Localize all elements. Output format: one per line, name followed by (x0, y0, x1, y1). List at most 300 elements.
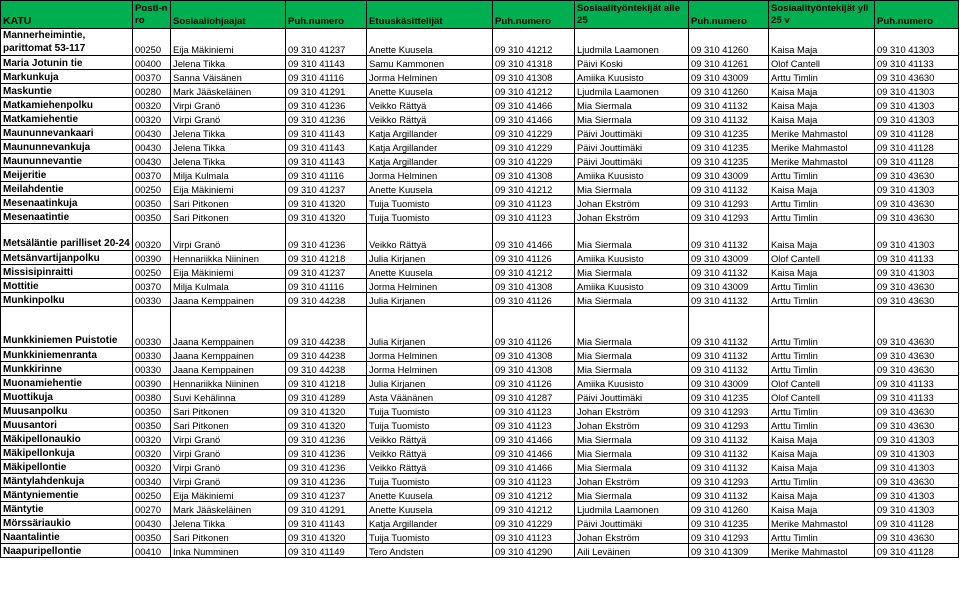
social-worker: Jaana Kemppainen (171, 293, 286, 307)
caseworker-over-25: Merike Mahmastol (769, 516, 875, 530)
benefit-handler: Tuija Tuomisto (367, 404, 493, 418)
social-worker-phone: 09 310 41143 (286, 126, 367, 140)
social-worker: Eija Mäkiniemi (171, 29, 286, 56)
caseworker-over-25: Kaisa Maja (769, 488, 875, 502)
caseworker-over-25-phone: 09 310 43630 (875, 279, 959, 293)
caseworker-over-25-phone: 09 310 43630 (875, 362, 959, 376)
caseworker-over-25: Arttu Timlin (769, 168, 875, 182)
social-worker-phone: 09 310 41237 (286, 488, 367, 502)
caseworker-under-25: Päivi Jouttimäki (575, 126, 689, 140)
benefit-handler: Jorma Helminen (367, 348, 493, 362)
header-row (1, 1, 959, 29)
caseworker-under-25: Ljudmila Laamonen (575, 84, 689, 98)
benefit-handler-phone: 09 310 41466 (493, 98, 575, 112)
caseworker-over-25-phone: 09 310 43630 (875, 348, 959, 362)
street-name: Maununnevankaari (1, 126, 133, 140)
postal-code: 00350 (133, 404, 171, 418)
caseworker-under-25-phone: 09 310 43009 (689, 168, 769, 182)
header-etuuskasittelijat: Etuuskäsittelijät (367, 1, 493, 29)
social-worker-phone: 09 310 41320 (286, 196, 367, 210)
street-name: Mesenaatinkuja (1, 196, 133, 210)
postal-code: 00370 (133, 168, 171, 182)
caseworker-over-25: Arttu Timlin (769, 210, 875, 224)
street-name: Muottikuja (1, 390, 133, 404)
header-sosiaaliohjaajat: Sosiaaliohjaajat (171, 1, 286, 29)
caseworker-over-25-phone: 09 310 41128 (875, 126, 959, 140)
caseworker-over-25: Kaisa Maja (769, 460, 875, 474)
table-row (1, 182, 959, 196)
benefit-handler: Tuija Tuomisto (367, 418, 493, 432)
benefit-handler: Katja Argillander (367, 516, 493, 530)
benefit-handler-phone: 09 310 41466 (493, 112, 575, 126)
caseworker-under-25-phone: 09 310 41132 (689, 460, 769, 474)
header-phone-1: Puh.numero (286, 1, 367, 29)
postal-code: 00430 (133, 154, 171, 168)
caseworker-over-25: Merike Mahmastol (769, 544, 875, 558)
caseworker-over-25-phone: 09 310 43630 (875, 168, 959, 182)
header-sosiaalityontekijat-alle-25: Sosiaalityöntekijät alle 25 (575, 1, 689, 29)
caseworker-under-25: Mia Siermala (575, 446, 689, 460)
social-worker: Suvi Kehälinna (171, 390, 286, 404)
social-worker-phone: 09 310 41237 (286, 29, 367, 56)
social-worker: Virpi Granö (171, 112, 286, 126)
benefit-handler-phone: 09 310 41466 (493, 432, 575, 446)
caseworker-over-25-phone: 09 310 41303 (875, 29, 959, 56)
benefit-handler-phone: 09 310 41123 (493, 210, 575, 224)
social-worker: Eija Mäkiniemi (171, 182, 286, 196)
social-worker-phone: 09 310 41143 (286, 140, 367, 154)
caseworker-under-25-phone: 09 310 41132 (689, 446, 769, 460)
header-phone-3: Puh.numero (689, 1, 769, 29)
header-postinro: Posti-nro (133, 1, 171, 29)
table-row (1, 56, 959, 70)
benefit-handler-phone: 09 310 41123 (493, 530, 575, 544)
postal-code: 00330 (133, 293, 171, 307)
social-worker: Milja Kulmala (171, 279, 286, 293)
table-row (1, 224, 959, 251)
table-row (1, 307, 959, 348)
street-name: Mäntylahdenkuja (1, 474, 133, 488)
street-name: Naantalintie (1, 530, 133, 544)
caseworker-under-25: Päivi Koski (575, 56, 689, 70)
caseworker-under-25-phone: 09 310 41260 (689, 84, 769, 98)
benefit-handler: Tuija Tuomisto (367, 474, 493, 488)
benefit-handler: Julia Kirjanen (367, 251, 493, 265)
social-worker-phone: 09 310 41116 (286, 70, 367, 84)
benefit-handler: Jorma Helminen (367, 279, 493, 293)
benefit-handler: Katja Argillander (367, 140, 493, 154)
social-worker: Inka Numminen (171, 544, 286, 558)
caseworker-under-25-phone: 09 310 41235 (689, 126, 769, 140)
caseworker-under-25: Mia Siermala (575, 460, 689, 474)
benefit-handler-phone: 09 310 41229 (493, 154, 575, 168)
caseworker-over-25-phone: 09 310 41133 (875, 390, 959, 404)
caseworker-over-25: Arttu Timlin (769, 70, 875, 84)
caseworker-over-25-phone: 09 310 43630 (875, 530, 959, 544)
caseworker-under-25-phone: 09 310 41235 (689, 140, 769, 154)
caseworker-under-25: Johan Ekström (575, 474, 689, 488)
social-worker-phone: 09 310 41218 (286, 376, 367, 390)
social-worker: Sari Pitkonen (171, 404, 286, 418)
social-worker-phone: 09 310 41291 (286, 502, 367, 516)
postal-code: 00320 (133, 224, 171, 251)
street-name: Mottitie (1, 279, 133, 293)
social-worker: Jaana Kemppainen (171, 348, 286, 362)
street-name: Munkkirinne (1, 362, 133, 376)
social-worker-phone: 09 310 41237 (286, 182, 367, 196)
street-name: Muusanpolku (1, 404, 133, 418)
benefit-handler-phone: 09 310 41123 (493, 196, 575, 210)
social-worker: Jelena Tikka (171, 140, 286, 154)
caseworker-over-25: Kaisa Maja (769, 432, 875, 446)
benefit-handler: Anette Kuusela (367, 488, 493, 502)
table-row (1, 418, 959, 432)
caseworker-over-25-phone: 09 310 41303 (875, 265, 959, 279)
benefit-handler-phone: 09 310 41126 (493, 376, 575, 390)
benefit-handler: Veikko Rättyä (367, 224, 493, 251)
table-row (1, 70, 959, 84)
caseworker-under-25-phone: 09 310 41260 (689, 502, 769, 516)
caseworker-under-25-phone: 09 310 41132 (689, 348, 769, 362)
caseworker-over-25-phone: 09 310 41303 (875, 224, 959, 251)
benefit-handler: Jorma Helminen (367, 168, 493, 182)
postal-code: 00390 (133, 376, 171, 390)
benefit-handler-phone: 09 310 41123 (493, 474, 575, 488)
benefit-handler-phone: 09 310 41212 (493, 182, 575, 196)
benefit-handler: Tero Andsten (367, 544, 493, 558)
caseworker-under-25: Johan Ekström (575, 404, 689, 418)
table-row (1, 29, 959, 56)
caseworker-under-25: Amiika Kuusisto (575, 168, 689, 182)
table-row (1, 210, 959, 224)
caseworker-under-25: Mia Siermala (575, 224, 689, 251)
benefit-handler: Anette Kuusela (367, 182, 493, 196)
table-body (1, 29, 959, 558)
street-name: Muusantori (1, 418, 133, 432)
table-row (1, 348, 959, 362)
caseworker-over-25-phone: 09 310 41303 (875, 112, 959, 126)
caseworker-under-25-phone: 09 310 41132 (689, 362, 769, 376)
benefit-handler: Tuija Tuomisto (367, 210, 493, 224)
caseworker-under-25-phone: 09 310 41132 (689, 98, 769, 112)
social-worker-phone: 09 310 41237 (286, 265, 367, 279)
social-worker-phone: 09 310 41236 (286, 432, 367, 446)
social-worker-phone: 09 310 44238 (286, 348, 367, 362)
caseworker-under-25-phone: 09 310 41260 (689, 29, 769, 56)
social-worker: Sari Pitkonen (171, 210, 286, 224)
caseworker-under-25: Mia Siermala (575, 265, 689, 279)
social-worker-phone: 09 310 41320 (286, 404, 367, 418)
social-worker: Sari Pitkonen (171, 196, 286, 210)
caseworker-over-25-phone: 09 310 41303 (875, 488, 959, 502)
caseworker-over-25: Arttu Timlin (769, 293, 875, 307)
benefit-handler: Jorma Helminen (367, 70, 493, 84)
caseworker-over-25-phone: 09 310 41303 (875, 446, 959, 460)
social-worker: Jelena Tikka (171, 56, 286, 70)
caseworker-over-25-phone: 09 310 41303 (875, 460, 959, 474)
postal-code: 00350 (133, 418, 171, 432)
benefit-handler-phone: 09 310 41126 (493, 251, 575, 265)
table-row (1, 140, 959, 154)
caseworker-under-25-phone: 09 310 41132 (689, 112, 769, 126)
caseworker-over-25: Arttu Timlin (769, 418, 875, 432)
caseworker-under-25-phone: 09 310 41261 (689, 56, 769, 70)
caseworker-under-25-phone: 09 310 41293 (689, 404, 769, 418)
street-name: Metsänvartijanpolku (1, 251, 133, 265)
social-worker: Hennariikka Niininen (171, 376, 286, 390)
caseworker-under-25-phone: 09 310 41235 (689, 154, 769, 168)
street-name: Munkinpolku (1, 293, 133, 307)
caseworker-under-25-phone: 09 310 41132 (689, 293, 769, 307)
caseworker-over-25: Kaisa Maja (769, 29, 875, 56)
benefit-handler: Veikko Rättyä (367, 460, 493, 474)
social-worker: Virpi Granö (171, 474, 286, 488)
table-row (1, 84, 959, 98)
benefit-handler-phone: 09 310 41308 (493, 362, 575, 376)
table-row (1, 446, 959, 460)
street-name: Muonamiehentie (1, 376, 133, 390)
social-worker-phone: 09 310 41236 (286, 446, 367, 460)
benefit-handler: Tuija Tuomisto (367, 530, 493, 544)
postal-code: 00330 (133, 348, 171, 362)
benefit-handler-phone: 09 310 41212 (493, 29, 575, 56)
table-row (1, 126, 959, 140)
social-worker: Virpi Granö (171, 98, 286, 112)
social-worker: Sari Pitkonen (171, 530, 286, 544)
caseworker-under-25: Mia Siermala (575, 488, 689, 502)
street-name: Matkamiehentie (1, 112, 133, 126)
postal-code: 00270 (133, 502, 171, 516)
benefit-handler: Jorma Helminen (367, 362, 493, 376)
postal-code: 00410 (133, 544, 171, 558)
table-row (1, 474, 959, 488)
caseworker-under-25: Mia Siermala (575, 98, 689, 112)
social-worker-phone: 09 310 41218 (286, 251, 367, 265)
caseworker-under-25: Ljudmila Laamonen (575, 29, 689, 56)
street-name: Maununnevankuja (1, 140, 133, 154)
postal-code: 00430 (133, 516, 171, 530)
table-row (1, 154, 959, 168)
benefit-handler-phone: 09 310 41126 (493, 307, 575, 348)
caseworker-over-25: Arttu Timlin (769, 530, 875, 544)
social-worker-phone: 09 310 41149 (286, 544, 367, 558)
caseworker-under-25: Päivi Jouttimäki (575, 390, 689, 404)
postal-code: 00280 (133, 84, 171, 98)
table-row (1, 530, 959, 544)
table-row (1, 279, 959, 293)
header-sosiaalityontekijat-yli-25: Sosiaalityöntekijät yli 25 v (769, 1, 875, 29)
benefit-handler: Samu Kammonen (367, 56, 493, 70)
benefit-handler-phone: 09 310 41308 (493, 348, 575, 362)
caseworker-under-25: Päivi Jouttimäki (575, 516, 689, 530)
benefit-handler-phone: 09 310 41287 (493, 390, 575, 404)
benefit-handler: Anette Kuusela (367, 502, 493, 516)
caseworker-over-25: Kaisa Maja (769, 265, 875, 279)
benefit-handler-phone: 09 310 41212 (493, 502, 575, 516)
street-name: Meilahdentie (1, 182, 133, 196)
benefit-handler-phone: 09 310 41466 (493, 224, 575, 251)
street-name: Mäkipellonaukio (1, 432, 133, 446)
header-katu: KATU (1, 1, 133, 29)
table-row (1, 488, 959, 502)
social-worker: Virpi Granö (171, 460, 286, 474)
postal-code: 00250 (133, 265, 171, 279)
postal-code: 00330 (133, 362, 171, 376)
table-row (1, 112, 959, 126)
social-worker-phone: 09 310 41289 (286, 390, 367, 404)
social-worker-phone: 09 310 41143 (286, 56, 367, 70)
postal-code: 00320 (133, 446, 171, 460)
social-worker-phone: 09 310 41320 (286, 530, 367, 544)
social-worker: Virpi Granö (171, 446, 286, 460)
social-worker-phone: 09 310 41143 (286, 516, 367, 530)
caseworker-over-25: Olof Cantell (769, 251, 875, 265)
social-worker-phone: 09 310 41116 (286, 168, 367, 182)
caseworker-over-25-phone: 09 310 41128 (875, 140, 959, 154)
caseworker-over-25: Merike Mahmastol (769, 126, 875, 140)
social-worker-phone: 09 310 44238 (286, 293, 367, 307)
caseworker-under-25: Päivi Jouttimäki (575, 140, 689, 154)
caseworker-under-25-phone: 09 310 41132 (689, 432, 769, 446)
caseworker-over-25: Arttu Timlin (769, 404, 875, 418)
caseworker-over-25-phone: 09 310 41128 (875, 544, 959, 558)
caseworker-under-25-phone: 09 310 41309 (689, 544, 769, 558)
social-worker: Eija Mäkiniemi (171, 488, 286, 502)
caseworker-under-25-phone: 09 310 41235 (689, 390, 769, 404)
header-phone-2: Puh.numero (493, 1, 575, 29)
caseworker-under-25-phone: 09 310 41132 (689, 265, 769, 279)
table-row (1, 196, 959, 210)
caseworker-over-25: Merike Mahmastol (769, 154, 875, 168)
benefit-handler: Anette Kuusela (367, 29, 493, 56)
caseworker-under-25: Johan Ekström (575, 530, 689, 544)
street-name: Naapuripellontie (1, 544, 133, 558)
caseworker-under-25: Johan Ekström (575, 210, 689, 224)
caseworker-over-25-phone: 09 310 43630 (875, 404, 959, 418)
social-worker-phone: 09 310 44238 (286, 362, 367, 376)
social-worker: Mark Jääskeläinen (171, 502, 286, 516)
caseworker-under-25-phone: 09 310 41132 (689, 224, 769, 251)
benefit-handler: Asta Väänänen (367, 390, 493, 404)
social-worker: Virpi Granö (171, 224, 286, 251)
postal-code: 00250 (133, 29, 171, 56)
caseworker-under-25-phone: 09 310 41293 (689, 474, 769, 488)
caseworker-under-25: Amiika Kuusisto (575, 376, 689, 390)
caseworker-under-25-phone: 09 310 41132 (689, 182, 769, 196)
postal-code: 00370 (133, 70, 171, 84)
caseworker-over-25: Kaisa Maja (769, 112, 875, 126)
caseworker-over-25: Kaisa Maja (769, 446, 875, 460)
postal-code: 00430 (133, 126, 171, 140)
benefit-handler: Anette Kuusela (367, 265, 493, 279)
benefit-handler: Julia Kirjanen (367, 293, 493, 307)
street-name: Maria Jotunin tie (1, 56, 133, 70)
social-worker-phone: 09 310 41236 (286, 460, 367, 474)
table-row (1, 376, 959, 390)
street-name: Maununnevantie (1, 154, 133, 168)
street-name: Mäkipellontie (1, 460, 133, 474)
street-name: Markunkuja (1, 70, 133, 84)
caseworker-under-25: Mia Siermala (575, 348, 689, 362)
caseworker-over-25-phone: 09 310 43630 (875, 70, 959, 84)
benefit-handler-phone: 09 310 41290 (493, 544, 575, 558)
postal-code: 00340 (133, 474, 171, 488)
caseworker-over-25: Arttu Timlin (769, 307, 875, 348)
caseworker-under-25: Aili Leväinen (575, 544, 689, 558)
caseworker-under-25: Amiika Kuusisto (575, 251, 689, 265)
caseworker-over-25-phone: 09 310 41133 (875, 56, 959, 70)
caseworker-over-25: Arttu Timlin (769, 348, 875, 362)
caseworker-under-25-phone: 09 310 41293 (689, 530, 769, 544)
benefit-handler-phone: 09 310 41308 (493, 279, 575, 293)
social-worker: Jelena Tikka (171, 154, 286, 168)
social-worker-phone: 09 310 41236 (286, 112, 367, 126)
caseworker-over-25: Arttu Timlin (769, 196, 875, 210)
benefit-handler-phone: 09 310 41318 (493, 56, 575, 70)
social-worker-phone: 09 310 41116 (286, 279, 367, 293)
caseworker-over-25-phone: 09 310 41303 (875, 98, 959, 112)
caseworker-over-25-phone: 09 310 43630 (875, 474, 959, 488)
benefit-handler-phone: 09 310 41466 (493, 446, 575, 460)
header-phone-4: Puh.numero (875, 1, 959, 29)
street-name: Mannerheimintie, parittomat 53-117 (1, 29, 133, 56)
benefit-handler-phone: 09 310 41212 (493, 265, 575, 279)
table-row (1, 98, 959, 112)
caseworker-over-25-phone: 09 310 41303 (875, 182, 959, 196)
caseworker-over-25-phone: 09 310 41303 (875, 502, 959, 516)
postal-code: 00320 (133, 432, 171, 446)
benefit-handler: Julia Kirjanen (367, 307, 493, 348)
table-row (1, 460, 959, 474)
street-name: Maskuntie (1, 84, 133, 98)
caseworker-under-25: Ljudmila Laamonen (575, 502, 689, 516)
benefit-handler: Katja Argillander (367, 154, 493, 168)
social-worker: Milja Kulmala (171, 168, 286, 182)
benefit-handler: Anette Kuusela (367, 84, 493, 98)
social-worker-phone: 09 310 41236 (286, 474, 367, 488)
caseworker-over-25: Kaisa Maja (769, 502, 875, 516)
social-worker: Hennariikka Niininen (171, 251, 286, 265)
caseworker-over-25-phone: 09 310 41303 (875, 432, 959, 446)
social-worker: Jaana Kemppainen (171, 307, 286, 348)
table-row (1, 251, 959, 265)
benefit-handler-phone: 09 310 41229 (493, 516, 575, 530)
caseworker-under-25-phone: 09 310 41293 (689, 210, 769, 224)
caseworker-over-25: Arttu Timlin (769, 362, 875, 376)
postal-code: 00250 (133, 182, 171, 196)
table-row (1, 168, 959, 182)
caseworker-under-25-phone: 09 310 41132 (689, 307, 769, 348)
caseworker-under-25: Mia Siermala (575, 293, 689, 307)
table-row (1, 404, 959, 418)
caseworker-under-25: Mia Siermala (575, 307, 689, 348)
caseworker-over-25-phone: 09 310 43630 (875, 196, 959, 210)
postal-code: 00320 (133, 460, 171, 474)
social-worker: Jaana Kemppainen (171, 362, 286, 376)
caseworker-over-25: Olof Cantell (769, 56, 875, 70)
social-worker-phone: 09 310 41236 (286, 98, 367, 112)
caseworker-under-25-phone: 09 310 43009 (689, 70, 769, 84)
caseworker-over-25-phone: 09 310 41303 (875, 84, 959, 98)
benefit-handler-phone: 09 310 41308 (493, 70, 575, 84)
table-row (1, 502, 959, 516)
caseworker-under-25-phone: 09 310 43009 (689, 279, 769, 293)
social-worker-phone: 09 310 41320 (286, 210, 367, 224)
street-name: Meijeritie (1, 168, 133, 182)
benefit-handler-phone: 09 310 41308 (493, 168, 575, 182)
street-name: Munkkiniemenranta (1, 348, 133, 362)
social-worker-phone: 09 310 41143 (286, 154, 367, 168)
